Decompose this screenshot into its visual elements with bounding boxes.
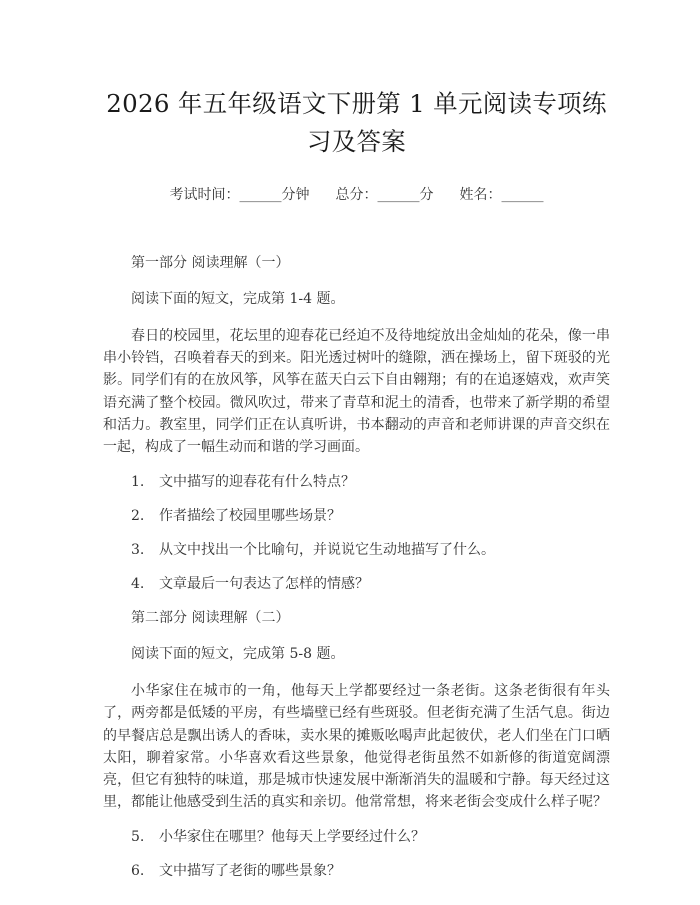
- question-text: 文章最后一句表达了怎样的情感？: [159, 576, 369, 593]
- question-item: [103, 574, 610, 594]
- question-text: 从文中找出一个比喻句，并说说它生动地描写了什么。: [159, 542, 495, 559]
- exam-name: 姓名：______: [459, 187, 544, 203]
- question-text: 小华家住在哪里？他每天上学要经过什么？: [159, 829, 425, 846]
- meta-spacer: [310, 185, 336, 205]
- question-item: [103, 506, 610, 526]
- question-item: [103, 861, 610, 881]
- question-number: 5.: [131, 829, 145, 846]
- document-title: 2026 年五年级语文下册第 1 单元阅读专项练习及答案: [106, 89, 607, 156]
- part2-heading: 第二部分 阅读理解（二）: [131, 610, 290, 627]
- exam-time: 考试时间：______分钟: [169, 187, 310, 203]
- question-number: 1.: [131, 474, 145, 491]
- question-item: [103, 827, 610, 847]
- meta-spacer: [434, 185, 460, 205]
- question-number: 3.: [131, 542, 145, 559]
- exam-meta: [103, 185, 610, 205]
- part1-questions: [103, 472, 610, 594]
- question-text: 文中描写了老街的哪些景象？: [159, 863, 341, 880]
- part1-passage: 春日的校园里，花坛里的迎春花已经迫不及待地绽放出金灿灿的花朵，像一串串小铃铛，召唤着春天的到来。阳光透过树叶的缝隙，洒在操场上，留下斑驳的光影。同学们有的在放风筝，风筝在蓝天白云下自由翱翔；有的在追逐嬉戏，欢声笑语充满了整个校园。微风吹过，带来了青草和泥土的清香，也带来了新学期的希望和活力。教室里，同学们正在认真听讲，书本翻动的声音和老师讲课的声音交织在一起，构成了一幅生动而和谐的学习画面。: [103, 328, 610, 456]
- part2-questions: [103, 827, 610, 881]
- part1-heading: 第一部分 阅读理解（一）: [131, 255, 290, 271]
- part1-instruction: 阅读下面的短文，完成第 1-4 题。: [131, 291, 345, 307]
- part2-instruction: 阅读下面的短文，完成第 5-8 题。: [131, 646, 345, 663]
- question-item: [103, 472, 610, 492]
- question-number: 4.: [131, 576, 145, 593]
- question-item: [103, 540, 610, 560]
- question-number: 2.: [131, 508, 145, 525]
- question-text: 作者描绘了校园里哪些场景？: [159, 508, 341, 525]
- part2-passage: 小华家住在城市的一角，他每天上学都要经过一条老街。这条老街很有年头了，两旁都是低矮的平房，有些墙壁已经有些斑驳。但老街充满了生活气息。街边的早餐店总是飘出诱人的香味，卖水果的摊贩吆喝声此起彼伏，老人们坐在门口晒太阳，聊着家常。小华喜欢看这些景象，他觉得老街虽然不如新修的街道宽阔漂亮，但它有独特的味道，那是城市快速发展中渐渐消失的温暖和宁静。每天经过这里，都能让他感受到生活的真实和亲切。他常常想，将来老街会变成什么样子呢？: [103, 683, 610, 811]
- exam-score: 总分：______分: [335, 187, 434, 203]
- question-number: 6.: [131, 863, 145, 880]
- question-text: 文中描写的迎春花有什么特点？: [159, 474, 355, 491]
